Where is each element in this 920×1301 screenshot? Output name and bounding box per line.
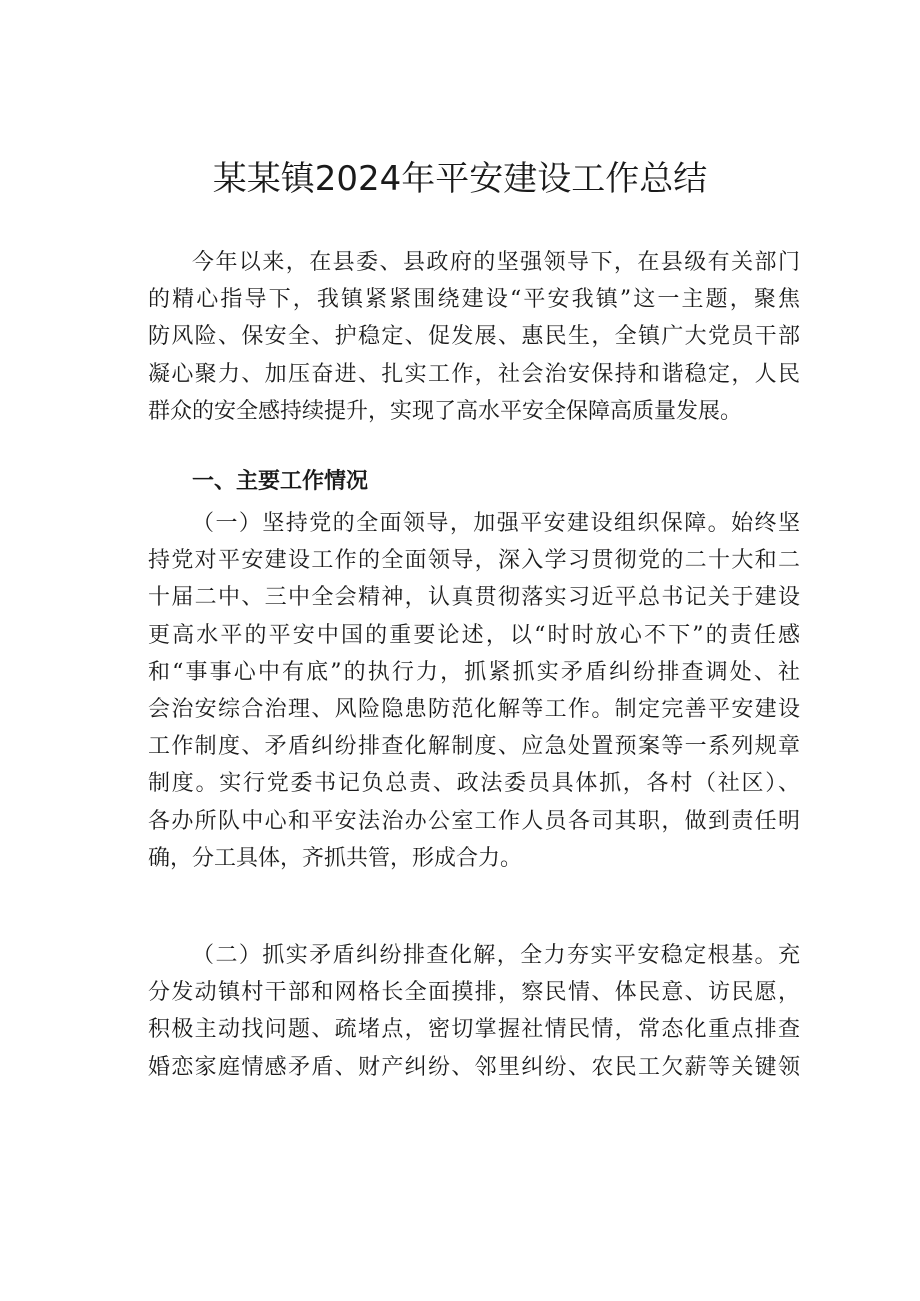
text-line: 积极主动找问题、疏堵点，密切掌握社情民情，常态化重点排查 — [148, 1017, 800, 1043]
text-line: 婚恋家庭情感矛盾、财产纠纷、邻里纠纷、农民工欠薪等关键领 — [148, 1054, 800, 1080]
text-line: 确，分工具体，齐抓共管，形成合力。 — [148, 845, 523, 871]
text-line: 的精心指导下，我镇紧紧围绕建设“平安我镇”这一主题，聚焦 — [148, 287, 800, 313]
text-line: 防风险、保安全、护稳定、促发展、惠民生，全镇广大党员干部 — [148, 324, 800, 350]
text-line: （一）坚持党的全面领导，加强平安建设组织保障。始终坚 — [192, 511, 800, 536]
text-line: 会治安综合治理、风险隐患防范化解等工作。制定完善平安建设 — [148, 697, 800, 723]
text-line: 持党对平安建设工作的全面领导，深入学习贯彻党的二十大和二 — [148, 548, 800, 574]
section-heading: 一、主要工作情况 — [192, 469, 369, 494]
paragraph-2 — [148, 937, 800, 1086]
text-line: 凝心聚力、加压奋进、扎实工作，社会治安保持和谐稳定，人民 — [148, 361, 800, 387]
text-line: 工作制度、矛盾纠纷排查化解制度、应急处置预案等一系列规章 — [148, 734, 800, 760]
intro-paragraph — [148, 244, 800, 430]
text-line: 和“事事心中有底”的执行力，抓紧抓实矛盾纠纷排查调处、社 — [148, 659, 800, 685]
text-line: 今年以来，在县委、县政府的坚强领导下，在县级有关部门 — [192, 250, 800, 275]
text-line: 分发动镇村干部和网格长全面摸排，察民情、体民意、访民愿， — [148, 980, 800, 1006]
text-line: 群众的安全感持续提升，实现了高水平安全保障高质量发展。 — [148, 398, 743, 424]
text-line: 制度。实行党委书记负总责、政法委员具体抓，各村（社区）、 — [148, 771, 800, 797]
paragraph-1 — [148, 505, 800, 877]
text-line: （二）抓实矛盾纠纷排查化解，全力夯实平安稳定根基。充 — [192, 943, 800, 968]
text-line: 十届二中、三中全会精神，认真贯彻落实习近平总书记关于建设 — [148, 585, 800, 611]
document-title: 某某镇2024年平安建设工作总结 — [212, 159, 708, 199]
text-line: 更高水平的平安中国的重要论述，以“时时放心不下”的责任感 — [148, 622, 800, 648]
section-1 — [148, 463, 800, 500]
text-line: 各办所队中心和平安法治办公室工作人员各司其职，做到责任明 — [148, 808, 800, 834]
